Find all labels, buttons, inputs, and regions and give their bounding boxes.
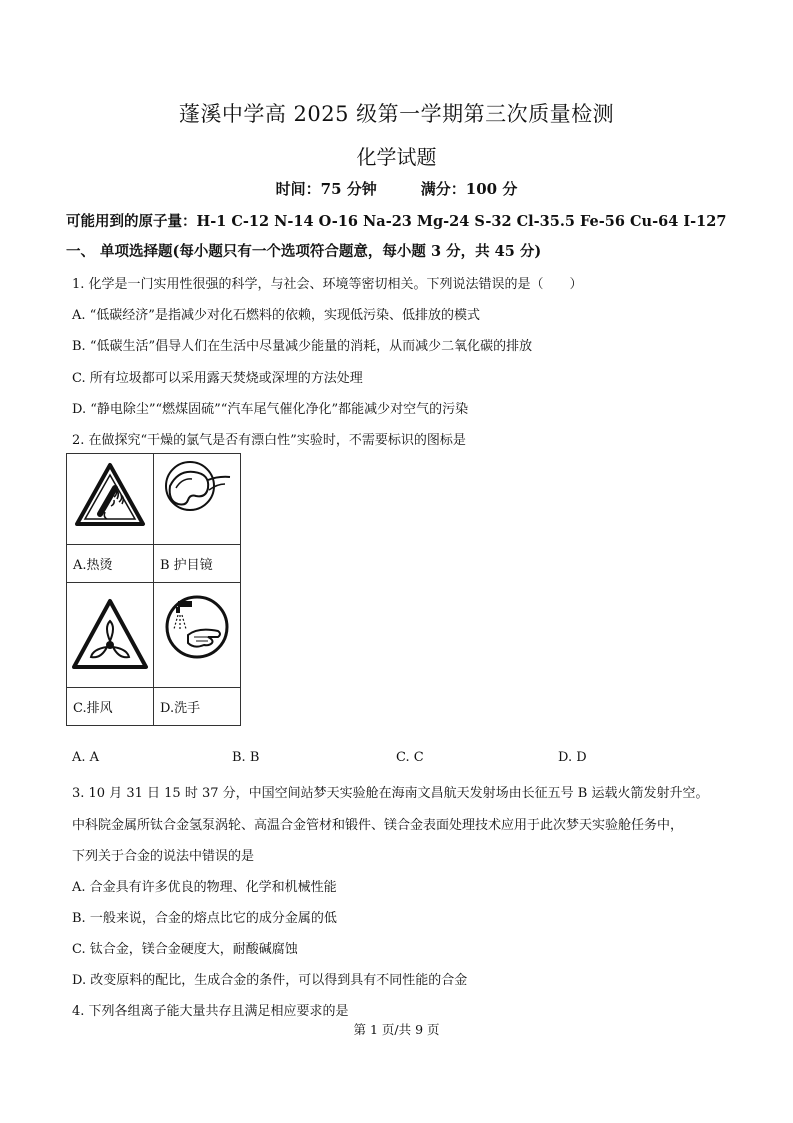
icon-caption-d: D.洗手 xyxy=(154,688,241,726)
section-heading: 一、 单项选择题(每小题只有一个选项符合题意，每小题 3 分，共 45 分) xyxy=(66,243,542,260)
icon-caption-b: B 护目镜 xyxy=(154,545,241,583)
question-2-answer-c: C. C xyxy=(396,750,424,765)
page-footer: 第 1 页/共 9 页 xyxy=(353,1022,440,1037)
question-2-answer-a: A. A xyxy=(72,750,100,765)
question-1-option-c: C. 所有垃圾都可以采用露天焚烧或深埋的方法处理 xyxy=(72,371,363,386)
icon-cell-d xyxy=(154,583,241,688)
goggles-icon xyxy=(154,454,240,540)
question-3-stem-line-3: 下列关于合金的说法中错误的是 xyxy=(72,849,255,864)
safety-icon-table xyxy=(66,453,241,726)
question-1-stem: 1. 化学是一门实用性很强的科学，与社会、环境等密切相关。下列说法错误的是（ ） xyxy=(72,277,583,292)
hot-surface-icon xyxy=(67,454,153,540)
question-1-option-a: A. “低碳经济”是指减少对化石燃料的依赖，实现低污染、低排放的模式 xyxy=(72,308,480,323)
exam-meta xyxy=(0,178,793,199)
icon-cell-b xyxy=(154,454,241,545)
question-3-option-c: C. 钛合金，镁合金硬度大，耐酸碱腐蚀 xyxy=(72,942,298,957)
icon-cell-c xyxy=(67,583,154,688)
question-3-option-a: A. 合金具有许多优良的物理、化学和机械性能 xyxy=(72,880,337,895)
question-2-stem: 2. 在做探究“干燥的氯气是否有漂白性”实验时，不需要标识的图标是 xyxy=(72,433,466,448)
atomic-masses: 可能用到的原子量：H-1 C-12 N-14 O-16 Na-23 Mg-24 S-32 Cl-35.5 Fe-56 Cu-64 I-127 xyxy=(66,213,727,230)
question-3-stem-line-2: 中科院金属所钛合金氢泵涡轮、高温合金管材和锻件、镁合金表面处理技术应用于此次梦天实验舱任务中， xyxy=(72,818,684,833)
exam-time: 时间：75 分钟 xyxy=(275,180,377,198)
hand-wash-icon xyxy=(154,583,240,683)
question-1-option-b: B. “低碳生活”倡导人们在生活中尽量减少能量的消耗，从而减少二氧化碳的排放 xyxy=(72,339,533,354)
question-4-stem: 4. 下列各组离子能大量共存且满足相应要求的是 xyxy=(72,1004,349,1019)
question-3-option-d: D. 改变原料的配比，生成合金的条件，可以得到具有不同性能的合金 xyxy=(72,973,468,988)
question-3-stem-line-1: 3. 10 月 31 日 15 时 37 分，中国空间站梦天实验舱在海南文昌航天发射场由长征五号 B 运载火箭发射升空。 xyxy=(72,786,709,801)
exhaust-fan-icon xyxy=(67,583,153,683)
question-3-option-b: B. 一般来说，合金的熔点比它的成分金属的低 xyxy=(72,911,337,926)
exam-title: 蓬溪中学高 2025 级第一学期第三次质量检测 xyxy=(178,102,615,126)
exam-subtitle: 化学试题 xyxy=(356,145,437,169)
icon-caption-a: A.热烫 xyxy=(67,545,154,583)
icon-cell-a xyxy=(67,454,154,545)
icon-caption-c: C.排风 xyxy=(67,688,154,726)
question-2-answer-d: D. D xyxy=(558,750,587,765)
question-1-option-d: D. “静电除尘”“燃煤固硫”“汽车尾气催化净化”都能减少对空气的污染 xyxy=(72,402,469,417)
question-2-answer-b: B. B xyxy=(232,750,260,765)
exam-score: 满分：100 分 xyxy=(420,180,518,198)
